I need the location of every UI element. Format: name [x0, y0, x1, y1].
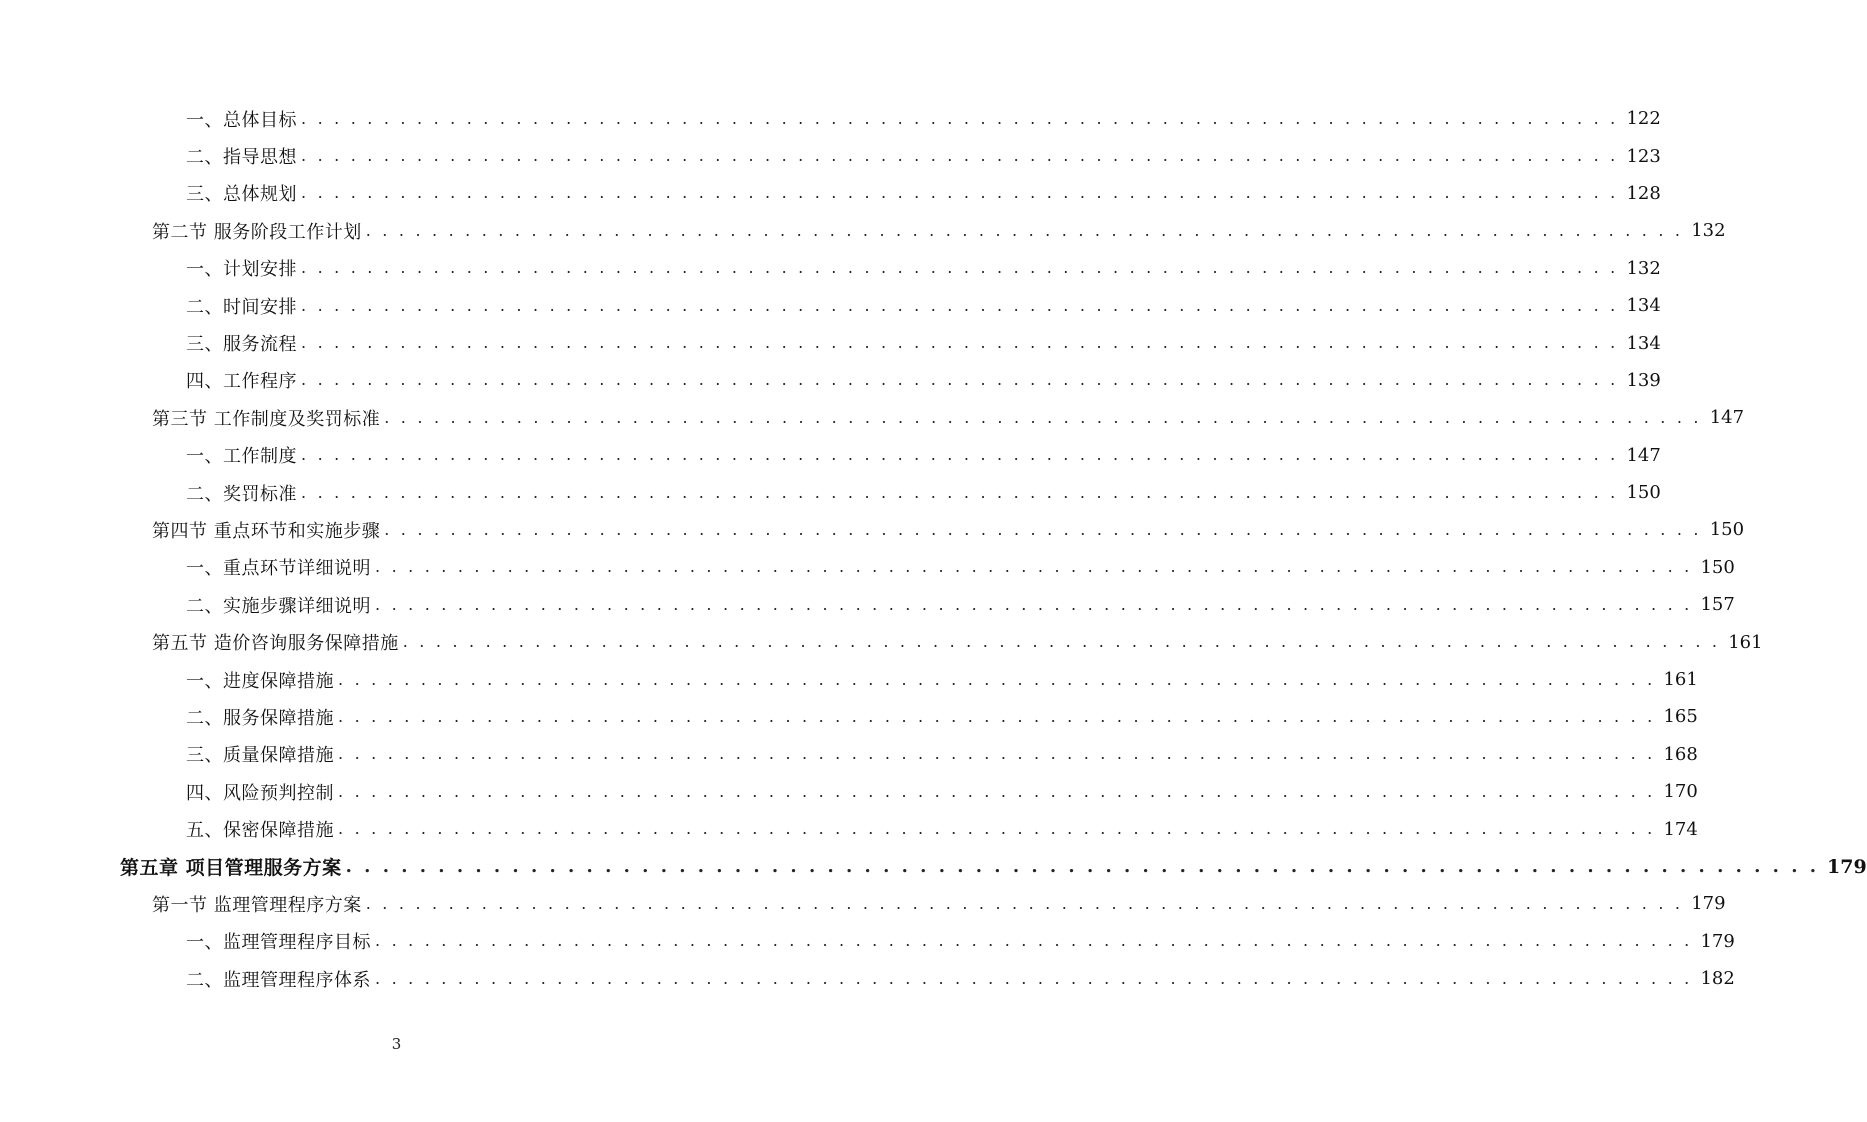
toc-dot-leader: . . . . . . . . . . . . . . . . . . . . . . . . . . . . . . . . . . . . . . . . . . . . . . . . . . . . . . . . . . . . . . . . . . . . . . . . . . . . . . . .	[338, 781, 1656, 801]
toc-dot-leader: . . . . . . . . . . . . . . . . . . . . . . . . . . . . . . . . . . . . . . . . . . . . . . . . . . . . . . . . . . . . . . . . . . . . . . . . . . . . . . . .	[384, 407, 1702, 427]
toc-entry-title: 一、工作制度	[186, 442, 301, 468]
toc-entry-title: 二、服务保障措施	[186, 704, 338, 730]
toc-dot-leader: . . . . . . . . . . . . . . . . . . . . . . . . . . . . . . . . . . . . . . . . . . . . . . . . . . . . . . . . . . . . . . . . . . . . . . . . . . . . . . . .	[338, 819, 1656, 839]
toc-entry-title: 三、总体规划	[186, 180, 301, 206]
toc-entry-page-number: 179	[1691, 893, 1726, 915]
toc-dot-leader: . . . . . . . . . . . . . . . . . . . . . . . . . . . . . . . . . . . . . . . . . . . . . . . . . . . . . . . . . . . . . . . . . . . . . . . . . . . . . . . .	[338, 744, 1656, 764]
toc-dot-leader: . . . . . . . . . . . . . . . . . . . . . . . . . . . . . . . . . . . . . . . . . . . . . . . . . . . . . . . . . . . . . . . . . . . . . . . . . . . . . . . .	[301, 146, 1619, 166]
toc-subsection-entry[interactable]	[0, 586, 1735, 623]
toc-entry-title: 三、质量保障措施	[186, 741, 338, 767]
toc-entry-page-number: 123	[1626, 145, 1661, 167]
toc-dot-leader: . . . . . . . . . . . . . . . . . . . . . . . . . . . . . . . . . . . . . . . . . . . . . . . . . . . . . . . . . . . . . . . . . . . . . . . . . . . . . . . .	[338, 706, 1656, 726]
toc-entry-page-number: 174	[1663, 818, 1698, 840]
toc-entry-page-number: 128	[1626, 182, 1661, 204]
toc-entry-title: 一、进度保障措施	[186, 667, 338, 693]
toc-section-entry[interactable]	[0, 511, 1745, 548]
toc-entry-title: 二、实施步骤详细说明	[186, 592, 375, 618]
toc-entry-title: 二、监理管理程序体系	[186, 966, 375, 992]
toc-entry-page-number: 132	[1691, 220, 1726, 242]
toc-subsection-entry[interactable]	[0, 137, 1661, 174]
toc-entry-page-number: 134	[1626, 332, 1661, 354]
toc-subsection-entry[interactable]	[0, 362, 1661, 399]
toc-entry-title: 二、指导思想	[186, 143, 301, 169]
toc-entry-title: 一、计划安排	[186, 255, 301, 281]
toc-entry-title: 二、时间安排	[186, 293, 301, 319]
toc-chapter-entry[interactable]	[0, 848, 1867, 885]
toc-entry-page-number: 150	[1626, 482, 1661, 504]
toc-entry-page-number: 147	[1709, 407, 1745, 429]
toc-dot-leader: . . . . . . . . . . . . . . . . . . . . . . . . . . . . . . . . . . . . . . . . . . . . . . . . . . . . . . . . . . . . . . . . . . . . . . . . . . . . . . . .	[338, 669, 1656, 689]
toc-subsection-entry[interactable]	[0, 437, 1661, 474]
toc-subsection-entry[interactable]	[0, 810, 1698, 847]
toc-subsection-entry[interactable]	[0, 661, 1698, 698]
toc-entry-page-number: 122	[1626, 108, 1661, 130]
toc-entry-title: 第二节 服务阶段工作计划	[152, 218, 366, 244]
toc-entry-title: 一、重点环节详细说明	[186, 554, 375, 580]
toc-section-entry[interactable]	[0, 212, 1726, 249]
toc-entry-title: 三、服务流程	[186, 330, 301, 356]
toc-dot-leader: . . . . . . . . . . . . . . . . . . . . . . . . . . . . . . . . . . . . . . . . . . . . . . . . . . . . . . . . . . . . . . . . . . . . . . . . . . . . . . . .	[384, 519, 1702, 539]
toc-entry-page-number: 150	[1700, 556, 1735, 578]
toc-entry-page-number: 165	[1663, 706, 1698, 728]
toc-subsection-entry[interactable]	[0, 549, 1735, 586]
toc-entry-page-number: 170	[1663, 781, 1698, 803]
toc-dot-leader: . . . . . . . . . . . . . . . . . . . . . . . . . . . . . . . . . . . . . . . . . . . . . . . . . . . . . . . . . . . . . . . . . . . . . . . . . . . . . . . .	[365, 220, 1684, 240]
toc-subsection-entry[interactable]	[0, 736, 1698, 773]
toc-entry-page-number: 179	[1827, 855, 1867, 878]
toc-entry-title: 四、工作程序	[186, 367, 301, 393]
toc-section-entry[interactable]	[0, 623, 1763, 660]
toc-entry-title: 二、奖罚标准	[186, 480, 301, 506]
toc-entry-title: 第一节 监理管理程序方案	[152, 891, 366, 917]
page-number: 3	[391, 1035, 402, 1053]
toc-dot-leader: . . . . . . . . . . . . . . . . . . . . . . . . . . . . . . . . . . . . . . . . . . . . . . . . . . . . . . . . . . . . . . . . . . . . . . . . . . . . . . . .	[365, 893, 1684, 913]
toc-dot-leader: . . . . . . . . . . . . . . . . . . . . . . . . . . . . . . . . . . . . . . . . . . . . . . . . . . . . . . . . . . . . . . . . . . . . . . . . . . . . . . . .	[301, 183, 1619, 203]
toc-entry-title: 第三节 工作制度及奖罚标准	[152, 405, 384, 431]
toc-entry-page-number: 150	[1709, 519, 1745, 541]
toc-entry-title: 第五节 造价咨询服务保障措施	[152, 629, 403, 655]
toc-subsection-entry[interactable]	[0, 773, 1698, 810]
toc-subsection-entry[interactable]	[0, 960, 1735, 997]
toc-dot-leader: . . . . . . . . . . . . . . . . . . . . . . . . . . . . . . . . . . . . . . . . . . . . . . . . . . . . . . . . . . . . . . . . . . . . . . . . . . . . . . . .	[375, 931, 1693, 951]
toc-entry-title: 第五章 项目管理服务方案	[120, 853, 346, 880]
toc-subsection-entry[interactable]	[0, 100, 1661, 137]
toc-subsection-entry[interactable]	[0, 474, 1661, 511]
toc-dot-leader: . . . . . . . . . . . . . . . . . . . . . . . . . . . . . . . . . . . . . . . . . . . . . . . . . . . . . . . . . . . . . . . . . . . . . . . . . . . . . . . .	[301, 295, 1619, 315]
toc-section-entry[interactable]	[0, 885, 1726, 922]
toc-dot-leader: . . . . . . . . . . . . . . . . . . . . . . . . . . . . . . . . . . . . . . . . . . . . . . . . . . . . . . . . . . . . . . . . . . . . . . . . . . . . . . . .	[375, 968, 1693, 988]
toc-subsection-entry[interactable]	[0, 175, 1661, 212]
toc-entry-page-number: 161	[1663, 669, 1698, 691]
toc-entry-page-number: 139	[1626, 369, 1661, 391]
toc-entry-page-number: 134	[1626, 295, 1661, 317]
toc-dot-leader: . . . . . . . . . . . . . . . . . . . . . . . . . . . . . . . . . . . . . . . . . . . . . . . . . . . . . . . . . . . . . . . . . . . . . . . . . . . . . . . .	[375, 557, 1693, 577]
toc-dot-leader: . . . . . . . . . . . . . . . . . . . . . . . . . . . . . . . . . . . . . . . . . . . . . . . . . . . . . . . . . . . . . . . . . . . . . . . . . . . . . . . .	[301, 370, 1619, 390]
toc-entry-page-number: 161	[1728, 631, 1763, 653]
toc-dot-leader: . . . . . . . . . . . . . . . . . . . . . . . . . . . . . . . . . . . . . . . . . . . . . . . . . . . . . . . . . . . . . . . . . . . . . . . . . . . . . . . .	[301, 482, 1619, 502]
toc-subsection-entry[interactable]	[0, 324, 1661, 361]
toc-dot-leader: . . . . . . . . . . . . . . . . . . . . . . . . . . . . . . . . . . . . . . . . . . . . . . . . . . . . . . . . . . . . . . . . . . . . . . . . . . . . . . . .	[301, 258, 1619, 278]
toc-entry-title: 一、总体目标	[186, 106, 301, 132]
toc-dot-leader: . . . . . . . . . . . . . . . . . . . . . . . . . . . . . . . . . . . . . . . . . . . . . . . . . . . . . . . . . . . . . . . . . . . . . . . . . . . . . . . .	[301, 445, 1619, 465]
toc-section-entry[interactable]	[0, 399, 1745, 436]
toc-subsection-entry[interactable]	[0, 250, 1661, 287]
toc-entry-title: 第四节 重点环节和实施步骤	[152, 517, 384, 543]
toc-dot-leader: . . . . . . . . . . . . . . . . . . . . . . . . . . . . . . . . . . . . . . . . . . . . . . . . . . . . . . . . . . . . . . . . . . . . . . . . . . . . . . . .	[345, 855, 1820, 877]
toc-subsection-entry[interactable]	[0, 923, 1735, 960]
toc-entry-page-number: 182	[1700, 968, 1735, 990]
toc-entry-title: 四、风险预判控制	[186, 779, 338, 805]
toc-dot-leader: . . . . . . . . . . . . . . . . . . . . . . . . . . . . . . . . . . . . . . . . . . . . . . . . . . . . . . . . . . . . . . . . . . . . . . . . . . . . . . . .	[301, 333, 1619, 353]
toc-entry-page-number: 132	[1626, 257, 1661, 279]
toc-subsection-entry[interactable]	[0, 698, 1698, 735]
toc-dot-leader: . . . . . . . . . . . . . . . . . . . . . . . . . . . . . . . . . . . . . . . . . . . . . . . . . . . . . . . . . . . . . . . . . . . . . . . . . . . . . . . .	[402, 632, 1721, 652]
toc-subsection-entry[interactable]	[0, 287, 1661, 324]
toc-entry-page-number: 147	[1626, 444, 1661, 466]
toc-dot-leader: . . . . . . . . . . . . . . . . . . . . . . . . . . . . . . . . . . . . . . . . . . . . . . . . . . . . . . . . . . . . . . . . . . . . . . . . . . . . . . . .	[375, 594, 1693, 614]
table-of-contents	[0, 100, 1867, 997]
toc-entry-page-number: 179	[1700, 930, 1735, 952]
toc-entry-page-number: 168	[1663, 743, 1698, 765]
toc-entry-page-number: 157	[1700, 594, 1735, 616]
toc-entry-title: 五、保密保障措施	[186, 816, 338, 842]
toc-dot-leader: . . . . . . . . . . . . . . . . . . . . . . . . . . . . . . . . . . . . . . . . . . . . . . . . . . . . . . . . . . . . . . . . . . . . . . . . . . . . . . . .	[301, 108, 1619, 128]
toc-entry-title: 一、监理管理程序目标	[186, 928, 375, 954]
